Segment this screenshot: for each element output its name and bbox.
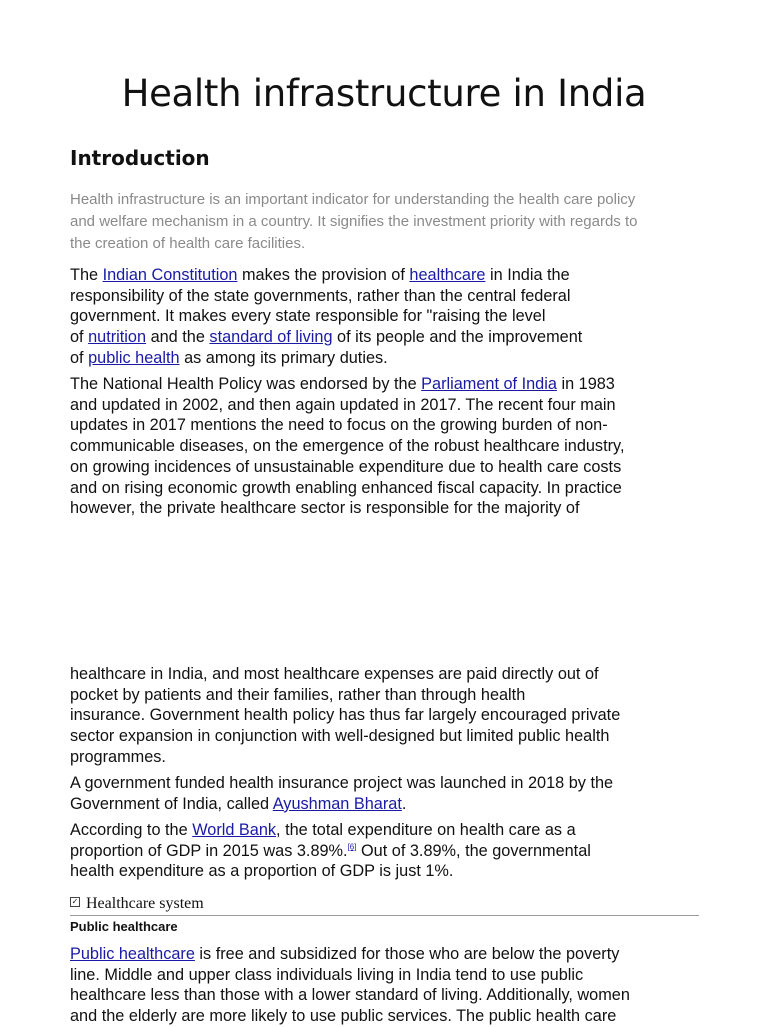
link-nutrition[interactable]: nutrition [88, 328, 147, 347]
link-indian-constitution[interactable]: Indian Constitution [102, 266, 238, 284]
public-healthcare-subheading: Public healthcare [70, 919, 178, 934]
constitution-paragraph: The Indian Constitution makes the provision of healthcare in India the responsibility of the state governments, rather than the central federal government. It makes every state responsible for "raising the level of nutrition and the standard of living of its people and the improvement of public health as among its primary duties. [70, 266, 583, 367]
link-world-bank[interactable]: World Bank [192, 821, 277, 839]
link-standard-of-living[interactable]: standard of living [209, 328, 333, 347]
intro-lead-line: Health infrastructure is an important indicator for understanding the health care policy [70, 191, 636, 208]
link-public-healthcare[interactable]: Public healthcare [70, 945, 195, 963]
link-parliament-of-india[interactable]: Parliament of India [421, 375, 557, 393]
intro-lead-line: and welfare mechanism in a country. It signifies the investment priority with regards to [70, 213, 638, 230]
link-healthcare[interactable]: healthcare [409, 266, 486, 284]
insurance-paragraph: A government funded health insurance project was launched in 2018 by the Government of India, called Ayushman Bharat. [70, 774, 614, 813]
private-healthcare-paragraph: healthcare in India, and most healthcare expenses are paid directly out of pocket by patients and their families, rather than through health insurance. Government health policy has thus far largely encouraged private sector expansion in conjunction with well-designed but limited public health programmes. [70, 665, 621, 766]
citation-link[interactable]: [6] [347, 842, 357, 852]
healthcare-system-heading: ✓ Healthcare system [70, 895, 699, 916]
expenditure-paragraph: According to the World Bank, the total expenditure on health care as a proportion of GDP in 2015 was 3.89%.[6] Out of 3.89%, the governmental health expenditure as a proportion of GDP is just 1%. [70, 821, 591, 881]
introduction-heading: Introduction [70, 146, 210, 170]
intro-lead-line: the creation of health care facilities. [70, 235, 306, 252]
link-public-health[interactable]: public health [88, 348, 180, 367]
checkbox-icon: ✓ [71, 897, 79, 906]
link-ayushman-bharat[interactable]: Ayushman Bharat [272, 794, 402, 813]
national-health-policy-paragraph: The National Health Policy was endorsed by the Parliament of India in 1983 and updated in 2002, and then again updated in 2017. The recent four main updates in 2017 mentions the need to focus on the growing burden of non- communicable diseases, on the emergence of the robust healthcare industry, on growing incidences of unsustainable expenditure due to health care costs and on rising economic growth enabling enhanced fiscal capacity. In practice however, the private healthcare sector is responsible for the majority of [70, 375, 625, 518]
page-title: Health infrastructure in India [121, 72, 647, 115]
public-healthcare-paragraph: Public healthcare is free and subsidized for those who are below the poverty line. Middle and upper class individuals living in India tend to use public healthcare less than those with a lower standard of living. Additionally, women and the elderly are more likely to use public services. The public health care [70, 945, 630, 1026]
intro-lead-paragraph [70, 189, 710, 255]
